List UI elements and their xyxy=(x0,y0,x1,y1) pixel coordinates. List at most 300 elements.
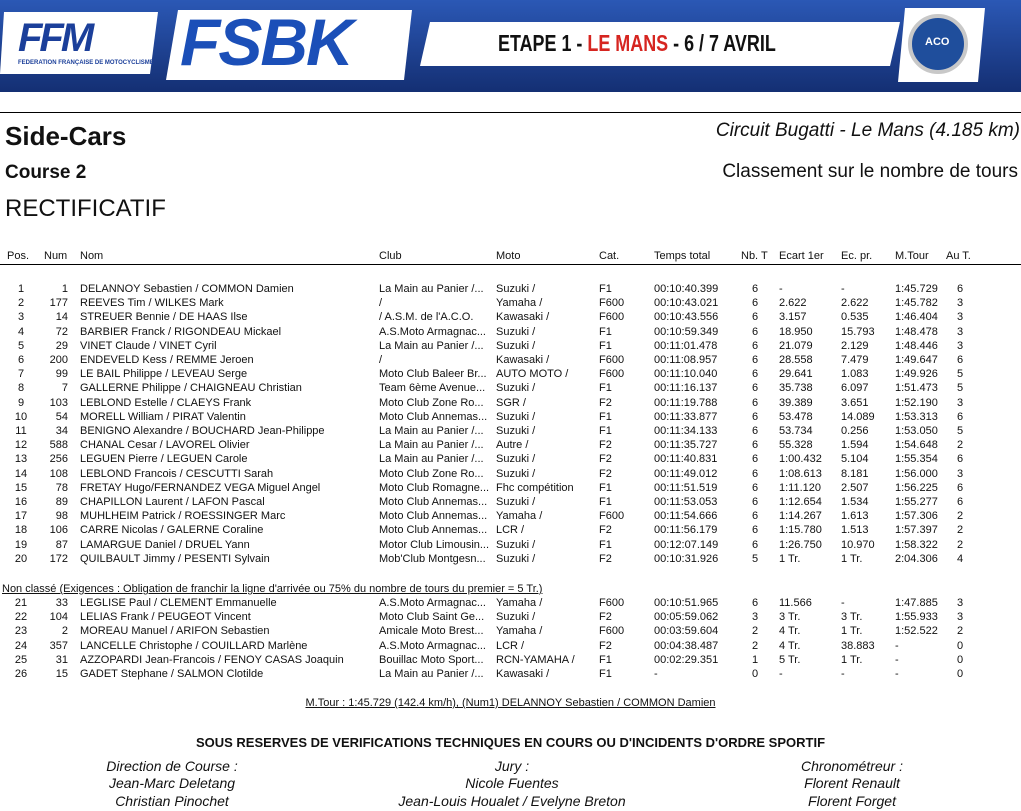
table-row xyxy=(0,382,1021,396)
cell-num: 357 xyxy=(49,639,68,652)
table-row xyxy=(0,597,1021,611)
category-title: Side-Cars xyxy=(5,121,127,151)
table-row xyxy=(0,510,1021,524)
cell-nom: LEBLOND Estelle / CLAEYS Frank xyxy=(80,396,252,409)
jury-name-2: Jean-Louis Houalet / Evelyne Breton xyxy=(398,793,626,809)
cell-ecpr: 15.793 xyxy=(841,325,875,338)
cell-mtour: 1:45.729 xyxy=(895,283,938,295)
table-row xyxy=(0,453,1021,467)
cell-pos: 21 xyxy=(14,597,28,609)
cell-ecart: 1:11.120 xyxy=(779,481,822,494)
cell-club: Moto Club Saint Ge... xyxy=(379,611,485,624)
cell-num: 1 xyxy=(61,283,68,295)
cell-moto: Fhc compétition xyxy=(496,481,574,494)
cell-num: 31 xyxy=(55,653,68,666)
cell-pos: 13 xyxy=(14,453,28,466)
chrono-name-1: Florent Renault xyxy=(804,775,900,791)
cell-moto: Suzuki / xyxy=(496,339,536,352)
cell-aut: 0 xyxy=(957,639,964,652)
cell-pos: 23 xyxy=(14,625,28,638)
cell-nbt: 6 xyxy=(752,425,759,437)
cell-ecart: 2.622 xyxy=(779,297,807,310)
cell-ecart: - xyxy=(779,283,783,295)
cell-mtour: 1:46.404 xyxy=(895,311,938,324)
cell-cat: F1 xyxy=(599,283,612,295)
cell-club: Moto Club Annemas... xyxy=(379,410,488,423)
cell-ecart: 4 Tr. xyxy=(779,625,801,638)
cell-aut: 3 xyxy=(957,597,964,609)
cell-club: Moto Club Zone Ro... xyxy=(379,467,484,480)
cell-num: 106 xyxy=(49,524,68,537)
table-row xyxy=(0,482,1021,496)
cell-temps: 00:12:07.149 xyxy=(654,538,719,551)
cell-mtour: 1:55.277 xyxy=(895,496,938,508)
cell-temps: 00:04:38.487 xyxy=(654,639,719,652)
cell-aut: 0 xyxy=(957,668,964,680)
cell-mtour: 1:57.306 xyxy=(895,510,938,523)
cell-moto: Suzuki / xyxy=(496,382,536,395)
cell-aut: 2 xyxy=(957,510,964,523)
cell-num: 14 xyxy=(55,311,68,324)
cell-club: A.S.Moto Armagnac... xyxy=(379,639,486,652)
cell-temps: 00:11:40.831 xyxy=(654,453,718,466)
cell-nom: AZZOPARDI Jean-Francois / FENOY CASAS Joaquin xyxy=(80,653,344,666)
cell-temps: 00:11:51.519 xyxy=(654,481,718,494)
cell-nom: CARRE Nicolas / GALERNE Coraline xyxy=(80,524,264,537)
col-aut: Au T. xyxy=(946,250,971,262)
cell-nom: MUHLHEIM Patrick / ROESSINGER Marc xyxy=(80,510,286,523)
cell-num: 29 xyxy=(55,339,68,352)
cell-mtour: 1:48.478 xyxy=(895,325,938,338)
cell-pos: 5 xyxy=(17,339,25,352)
cell-cat: F1 xyxy=(599,496,612,508)
course-title: Course 2 xyxy=(5,162,87,183)
cell-nom: DELANNOY Sebastien / COMMON Damien xyxy=(80,283,294,295)
direction-name-1: Jean-Marc Deletang xyxy=(108,775,236,791)
cell-mtour: 1:47.885 xyxy=(895,597,938,609)
cell-nbt: 6 xyxy=(752,311,759,324)
cell-moto: Suzuki / xyxy=(496,283,536,295)
cell-temps: 00:11:16.137 xyxy=(654,382,718,395)
cell-num: 103 xyxy=(49,396,68,409)
cell-cat: F2 xyxy=(599,396,612,409)
cell-num: 99 xyxy=(55,368,68,381)
chrono-name-2: Florent Forget xyxy=(808,793,896,809)
table-header xyxy=(0,250,1021,264)
cell-aut: 2 xyxy=(957,439,964,452)
cell-ecart: 1:26.750 xyxy=(779,538,822,551)
cell-club: A.S.Moto Armagnac... xyxy=(379,597,486,609)
cell-nom: MORELL William / PIRAT Valentin xyxy=(80,410,246,423)
table-row xyxy=(0,625,1021,639)
cell-aut: 6 xyxy=(957,496,964,508)
cell-num: 2 xyxy=(61,625,68,638)
col-club: Club xyxy=(379,250,402,262)
cell-pos: 19 xyxy=(14,538,28,551)
cell-pos: 1 xyxy=(17,283,25,295)
cell-moto: Kawasaki / xyxy=(496,311,550,324)
cell-ecpr: 2.507 xyxy=(841,481,869,494)
cell-nbt: 6 xyxy=(752,368,759,381)
cell-temps: 00:11:35.727 xyxy=(654,439,718,452)
cell-cat: F1 xyxy=(599,481,612,494)
cell-ecpr: 1.083 xyxy=(841,368,869,381)
cell-aut: 6 xyxy=(957,481,964,494)
cell-moto: Suzuki / xyxy=(496,496,536,508)
cell-ecpr: - xyxy=(841,597,845,609)
col-cat: Cat. xyxy=(599,250,620,262)
cell-nom: LE BAIL Philippe / LEVEAU Serge xyxy=(80,368,248,381)
cell-nom: CHANAL Cesar / LAVOREL Olivier xyxy=(80,439,250,452)
cell-nbt: 6 xyxy=(752,339,759,352)
cell-nbt: 6 xyxy=(752,439,759,452)
cell-mtour: - xyxy=(895,639,899,652)
cell-club: La Main au Panier /... xyxy=(379,283,484,295)
cell-nom: FRETAY Hugo/FERNANDEZ VEGA Miguel Angel xyxy=(80,481,321,494)
cell-nom: LAMARGUE Daniel / DRUEL Yann xyxy=(80,538,250,551)
cell-cat: F600 xyxy=(599,625,625,638)
cell-pos: 10 xyxy=(14,410,28,423)
cell-cat: F2 xyxy=(599,552,612,565)
cell-mtour: 1:45.782 xyxy=(895,297,938,310)
cell-ecart: 29.641 xyxy=(779,368,813,381)
chrono-title: Chronométreur : xyxy=(801,758,903,774)
cell-num: 108 xyxy=(49,467,68,480)
cell-nom: LANCELLE Christophe / COUILLARD Marlène xyxy=(80,639,308,652)
cell-ecart: 28.558 xyxy=(779,354,813,366)
cell-temps: 00:02:29.351 xyxy=(654,653,719,666)
cell-cat: F1 xyxy=(599,410,612,423)
cell-pos: 17 xyxy=(14,510,28,523)
cell-pos: 8 xyxy=(17,382,25,395)
cell-moto: Yamaha / xyxy=(496,597,543,609)
cell-nbt: 6 xyxy=(752,496,759,508)
cell-nom: LELIAS Frank / PEUGEOT Vincent xyxy=(80,611,251,624)
cell-num: 7 xyxy=(61,382,68,395)
cell-ecart: 1:15.780 xyxy=(779,524,822,537)
cell-ecart: 5 Tr. xyxy=(779,653,801,666)
cell-nom: MOREAU Manuel / ARIFON Sebastien xyxy=(80,625,270,638)
cell-ecart: 18.950 xyxy=(779,325,813,338)
cell-club: / A.S.M. de l'A.C.O. xyxy=(379,311,474,324)
table-row xyxy=(0,354,1021,368)
col-temps: Temps total xyxy=(654,250,711,262)
cell-nom: ENDEVELD Kess / REMME Jeroen xyxy=(80,354,254,366)
cell-ecart: 1 Tr. xyxy=(779,552,801,565)
cell-mtour: 1:55.354 xyxy=(895,453,938,466)
cell-temps: 00:10:43.556 xyxy=(654,311,719,324)
cell-temps: 00:03:59.604 xyxy=(654,625,719,638)
cell-nbt: 6 xyxy=(752,325,759,338)
event-stage-title xyxy=(498,30,776,57)
cell-pos: 4 xyxy=(17,325,25,338)
aco-logo-text: ACO xyxy=(925,36,950,48)
cell-ecpr: 3 Tr. xyxy=(841,611,863,624)
cell-moto: Suzuki / xyxy=(496,410,536,423)
cell-temps: 00:11:19.788 xyxy=(654,396,718,409)
cell-nom: GADET Stephane / SALMON Clotilde xyxy=(80,668,264,680)
cell-moto: SGR / xyxy=(496,396,526,409)
cell-ecpr: 1 Tr. xyxy=(841,625,863,638)
cell-mtour: - xyxy=(895,668,899,680)
cell-moto: Autre / xyxy=(496,439,529,452)
jury-name-1: Nicole Fuentes xyxy=(465,775,559,791)
cell-pos: 14 xyxy=(14,467,28,480)
cell-aut: 0 xyxy=(957,653,964,666)
cell-aut: 3 xyxy=(957,325,964,338)
status-title: RECTIFICATIF xyxy=(5,195,166,222)
cell-moto: LCR / xyxy=(496,639,525,652)
cell-num: 177 xyxy=(49,297,68,310)
cell-num: 256 xyxy=(49,453,68,466)
table-row xyxy=(0,553,1021,567)
cell-pos: 18 xyxy=(14,524,28,537)
cell-moto: Kawasaki / xyxy=(496,668,550,680)
cell-num: 87 xyxy=(55,538,68,551)
cell-temps: 00:11:53.053 xyxy=(654,496,718,508)
cell-mtour: 1:51.473 xyxy=(895,382,938,395)
cell-ecart: 3 Tr. xyxy=(779,611,801,624)
cell-pos: 25 xyxy=(14,653,28,666)
cell-club: Mob'Club Montgesn... xyxy=(379,552,486,565)
cell-temps: 00:11:08.957 xyxy=(654,354,718,366)
cell-temps: 00:11:54.666 xyxy=(654,510,718,523)
cell-temps: 00:11:33.877 xyxy=(654,410,718,423)
col-moto: Moto xyxy=(496,250,521,262)
cell-ecpr: 1 Tr. xyxy=(841,653,863,666)
cell-nbt: 5 xyxy=(752,552,759,565)
cell-temps: 00:10:51.965 xyxy=(654,597,719,609)
cell-ecpr: 38.883 xyxy=(841,639,875,652)
table-row xyxy=(0,654,1021,668)
cell-cat: F1 xyxy=(599,325,612,338)
cell-nbt: 6 xyxy=(752,297,759,310)
cell-pos: 24 xyxy=(14,639,28,652)
cell-pos: 26 xyxy=(14,668,28,680)
cell-cat: F2 xyxy=(599,639,612,652)
cell-temps: 00:11:34.133 xyxy=(654,425,718,437)
header-banner xyxy=(0,0,1021,92)
circuit-title: Circuit Bugatti - Le Mans (4.185 km) xyxy=(715,120,1020,141)
col-ecart: Ecart 1er xyxy=(779,250,824,262)
col-mtour: M.Tour xyxy=(895,250,929,262)
cell-nbt: 0 xyxy=(752,668,759,680)
cell-cat: F600 xyxy=(599,354,625,366)
cell-ecpr: 10.970 xyxy=(841,538,875,551)
cell-num: 72 xyxy=(55,325,68,338)
cell-cat: F600 xyxy=(599,297,625,310)
cell-nbt: 6 xyxy=(752,354,759,366)
cell-ecpr: 1.513 xyxy=(841,524,869,537)
col-nom: Nom xyxy=(80,250,104,262)
cell-club: La Main au Panier /... xyxy=(379,453,484,466)
cell-ecpr: - xyxy=(841,668,845,680)
cell-ecpr: 3.651 xyxy=(841,396,869,409)
cell-aut: 3 xyxy=(957,396,964,409)
cell-ecpr: 2.129 xyxy=(841,339,869,352)
cell-temps: 00:10:31.926 xyxy=(654,552,719,565)
cell-ecpr: 1 Tr. xyxy=(841,552,863,565)
cell-num: 172 xyxy=(49,552,68,565)
cell-nom: LEBLOND Francois / CESCUTTI Sarah xyxy=(80,467,274,480)
table-row xyxy=(0,439,1021,453)
col-pos: Pos. xyxy=(6,250,29,262)
fsbk-logo: FSBK xyxy=(180,5,352,79)
cell-ecpr: 1.534 xyxy=(841,496,869,508)
classification-title: Classement sur le nombre de tours xyxy=(722,161,1018,182)
cell-temps: 00:11:01.478 xyxy=(654,339,718,352)
cell-nbt: 2 xyxy=(752,625,759,638)
cell-ecart: 11.566 xyxy=(779,597,812,609)
cell-nbt: 3 xyxy=(752,611,759,624)
cell-aut: 3 xyxy=(957,611,964,624)
cell-pos: 6 xyxy=(17,354,25,366)
cell-mtour: 1:55.933 xyxy=(895,611,938,624)
cell-cat: F2 xyxy=(599,453,612,466)
cell-club: Moto Club Romagne... xyxy=(379,481,490,494)
ffm-subtitle: FEDERATION FRANÇAISE DE MOTOCYCLISME xyxy=(18,60,154,66)
cell-nbt: 6 xyxy=(752,283,759,295)
cell-nom: QUILBAULT Jimmy / PESENTI Sylvain xyxy=(80,552,270,565)
cell-num: 89 xyxy=(55,496,68,508)
cell-moto: LCR / xyxy=(496,524,525,537)
cell-moto: Suzuki / xyxy=(496,552,536,565)
cell-nbt: 6 xyxy=(752,481,759,494)
cell-pos: 7 xyxy=(17,368,25,381)
cell-ecpr: 2.622 xyxy=(841,297,869,310)
cell-moto: Suzuki / xyxy=(496,425,536,437)
table-row xyxy=(0,326,1021,340)
cell-cat: F2 xyxy=(599,611,612,624)
cell-nbt: 6 xyxy=(752,382,759,395)
cell-mtour: 1:52.190 xyxy=(895,396,938,409)
cell-cat: F2 xyxy=(599,467,612,480)
table-header-divider xyxy=(0,264,1021,265)
table-row xyxy=(0,640,1021,654)
cell-temps: 00:11:49.012 xyxy=(654,467,718,480)
cell-aut: 3 xyxy=(957,297,964,310)
non-classified-label: Non classé (Exigences : Obligation de franchir la ligne d'arrivée ou 75% du nombre de tours du premier = 5 Tr.) xyxy=(2,583,543,595)
cell-nbt: 6 xyxy=(752,453,759,466)
cell-num: 98 xyxy=(55,510,68,523)
cell-ecart: 1:14.267 xyxy=(779,510,822,523)
stage-place: LE MANS xyxy=(587,30,669,56)
cell-temps: 00:11:10.040 xyxy=(654,368,718,381)
cell-mtour: 1:49.926 xyxy=(895,368,938,381)
cell-ecpr: 14.089 xyxy=(841,410,875,423)
cell-aut: 2 xyxy=(957,538,964,551)
cell-nbt: 6 xyxy=(752,538,759,551)
cell-ecart: 39.389 xyxy=(779,396,813,409)
cell-nbt: 6 xyxy=(752,597,759,609)
cell-aut: 6 xyxy=(957,453,964,466)
reserves-notice: SOUS RESERVES DE VERIFICATIONS TECHNIQUES EN COURS OU D'INCIDENTS D'ORDRE SPORTIF xyxy=(195,735,826,750)
cell-ecart: 1:00.432 xyxy=(779,453,822,466)
cell-club: La Main au Panier /... xyxy=(379,439,484,452)
cell-cat: F600 xyxy=(599,597,625,609)
cell-club: Moto Club Zone Ro... xyxy=(379,396,484,409)
cell-moto: Suzuki / xyxy=(496,538,536,551)
cell-aut: 5 xyxy=(957,368,964,381)
cell-ecpr: 7.479 xyxy=(841,354,869,366)
cell-ecpr: 5.104 xyxy=(841,453,869,466)
table-row xyxy=(0,611,1021,625)
cell-ecart: 35.738 xyxy=(779,382,813,395)
cell-ecart: 4 Tr. xyxy=(779,639,801,652)
cell-mtour: 1:53.313 xyxy=(895,410,938,423)
stage-dates: - 6 / 7 AVRIL xyxy=(668,30,776,56)
cell-mtour: 1:53.050 xyxy=(895,425,938,437)
cell-club: La Main au Panier /... xyxy=(379,668,484,680)
cell-num: 588 xyxy=(49,439,68,452)
cell-club: Moto Club Baleer Br... xyxy=(379,368,487,381)
cell-temps: 00:10:43.021 xyxy=(654,297,719,310)
cell-nom: BARBIER Franck / RIGONDEAU Mickael xyxy=(80,325,282,338)
cell-mtour: 1:49.647 xyxy=(895,354,938,366)
cell-nbt: 6 xyxy=(752,524,759,537)
cell-aut: 6 xyxy=(957,283,964,295)
cell-aut: 2 xyxy=(957,524,964,537)
cell-num: 200 xyxy=(49,354,68,366)
cell-num: 54 xyxy=(55,410,68,423)
cell-ecart: 3.157 xyxy=(779,311,807,324)
col-nbt: Nb. T xyxy=(741,250,768,262)
cell-pos: 15 xyxy=(14,481,28,494)
cell-club: Team 6ème Avenue... xyxy=(379,382,486,395)
cell-temps: 00:05:59.062 xyxy=(654,611,719,624)
cell-ecpr: 6.097 xyxy=(841,382,869,395)
cell-aut: 2 xyxy=(957,625,964,638)
cell-nbt: 6 xyxy=(752,410,759,423)
cell-num: 104 xyxy=(49,611,68,624)
cell-ecart: - xyxy=(779,668,783,680)
table-row xyxy=(0,297,1021,311)
table-row xyxy=(0,368,1021,382)
cell-cat: F1 xyxy=(599,653,612,666)
table-row xyxy=(0,668,1021,682)
cell-moto: RCN-YAMAHA / xyxy=(496,653,575,666)
cell-pos: 2 xyxy=(17,297,25,310)
cell-club: / xyxy=(379,354,383,366)
table-row xyxy=(0,539,1021,553)
cell-pos: 12 xyxy=(14,439,28,452)
direction-title: Direction de Course : xyxy=(106,758,238,774)
cell-cat: F600 xyxy=(599,368,625,381)
best-lap-line: M.Tour : 1:45.729 (142.4 km/h), (Num1) DELANNOY Sebastien / COMMON Damien xyxy=(305,697,716,709)
cell-aut: 6 xyxy=(957,354,964,366)
cell-temps: 00:11:56.179 xyxy=(654,524,718,537)
cell-club: La Main au Panier /... xyxy=(379,425,484,437)
cell-ecart: 21.079 xyxy=(779,339,813,352)
cell-mtour: 1:52.522 xyxy=(895,625,938,638)
cell-ecart: 1:12.654 xyxy=(779,496,822,508)
cell-nom: VINET Claude / VINET Cyril xyxy=(80,339,217,352)
cell-mtour: 1:56.000 xyxy=(895,467,938,480)
table-row xyxy=(0,340,1021,354)
cell-pos: 11 xyxy=(15,425,27,437)
cell-ecpr: 8.181 xyxy=(841,467,869,480)
cell-cat: F2 xyxy=(599,439,612,452)
table-row xyxy=(0,468,1021,482)
cell-cat: F1 xyxy=(599,382,612,395)
cell-pos: 3 xyxy=(17,311,25,324)
cell-cat: F1 xyxy=(599,668,612,680)
cell-club: Amicale Moto Brest... xyxy=(379,625,484,638)
cell-mtour: 1:54.648 xyxy=(895,439,938,452)
cell-pos: 22 xyxy=(14,611,28,624)
cell-moto: Suzuki / xyxy=(496,325,536,338)
cell-club: La Main au Panier /... xyxy=(379,339,484,352)
